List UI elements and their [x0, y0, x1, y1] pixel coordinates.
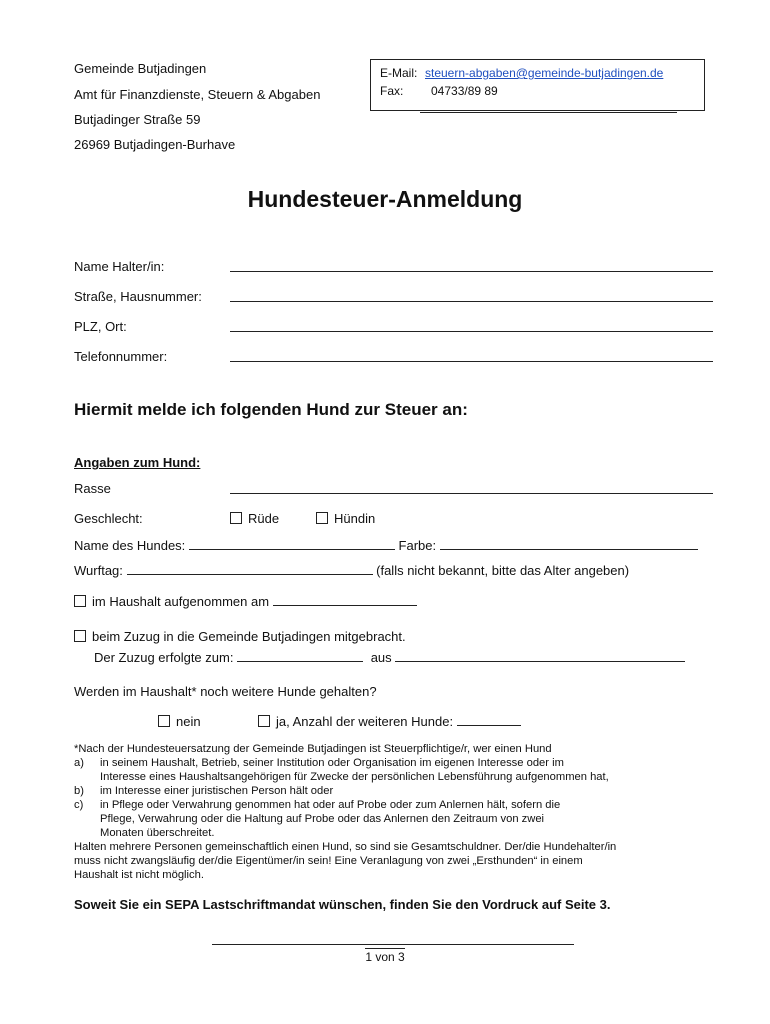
no-checkbox[interactable]: [158, 715, 170, 727]
moved-on-label: Der Zuzug erfolgte zum:: [94, 650, 234, 665]
footnote-intro: *Nach der Hundesteuersatzung der Gemeinde Butjadingen ist Steuerpflichtige/r, wer einen Hund: [74, 743, 552, 755]
male-label: Rüde: [248, 511, 280, 526]
dog-section-heading: Angaben zum Hund:: [74, 455, 201, 470]
moved-on-field[interactable]: [237, 650, 363, 662]
footnote-letter-c: c): [74, 799, 84, 811]
footnote-letter-b: b): [74, 785, 84, 797]
footnote-item-b: [74, 784, 714, 798]
owner-street-field[interactable]: [230, 301, 713, 302]
dog-name-field[interactable]: [189, 538, 395, 550]
moved-from-label: aus: [370, 650, 392, 665]
yes-checkbox[interactable]: [258, 715, 270, 727]
owner-name-field[interactable]: [230, 271, 713, 272]
moved-checkbox[interactable]: [74, 630, 86, 642]
female-checkbox[interactable]: [316, 512, 328, 524]
footnote-b-line1: im Interesse einer juristischen Person hält oder: [100, 785, 334, 797]
footnote-a-line1: in seinem Haushalt, Betrieb, seiner Institution oder Organisation im eigenen Interesse oder im: [100, 757, 564, 769]
footnote-closing-2: muss nicht zwangsläufig der/die Eigentümer/in sein! Eine Veranlagung von zwei „Ersthunden“ in einem: [74, 855, 583, 867]
footnote-item-a: [74, 756, 714, 770]
breed-field[interactable]: [230, 493, 713, 494]
footnote-a-line2: Interesse eines Haushaltsangehörigen für Zwecke der persönlichen Lebensführung aufgenommen hat,: [100, 771, 609, 783]
male-checkbox[interactable]: [230, 512, 242, 524]
sex-male-option[interactable]: [230, 511, 279, 526]
sender-city: 26969 Butjadingen-Burhave: [74, 137, 236, 152]
sender-name: Gemeinde Butjadingen: [74, 61, 207, 76]
litter-date-field[interactable]: [127, 563, 373, 575]
sepa-note: Soweit Sie ein SEPA Lastschriftmandat wünschen, finden Sie den Vordruck auf Seite 3.: [74, 897, 611, 912]
female-label: Hündin: [334, 511, 376, 526]
contact-box: [370, 59, 705, 111]
email-label: E-Mail:: [380, 66, 418, 80]
owner-phone-field[interactable]: [230, 361, 713, 362]
color-label: Farbe:: [398, 538, 437, 553]
fax-number: 04733/89 89: [431, 84, 498, 98]
owner-city-label: PLZ, Ort:: [74, 319, 127, 334]
moved-label: beim Zuzug in die Gemeinde Butjadingen mitgebracht.: [92, 629, 406, 644]
household-date-field[interactable]: [273, 594, 417, 606]
sender-department: Amt für Finanzdienste, Steuern & Abgaben: [74, 87, 321, 102]
email-link[interactable]: steuern-abgaben@gemeinde-butjadingen.de: [425, 66, 664, 80]
moved-from-field[interactable]: [395, 650, 685, 662]
litter-row: [74, 563, 629, 578]
household-checkbox[interactable]: [74, 595, 86, 607]
household-row: [74, 594, 417, 609]
no-label: nein: [176, 714, 201, 729]
breed-label: Rasse: [74, 481, 111, 496]
page-number-wrap: [0, 950, 770, 964]
footnote-closing-3: Haushalt ist nicht möglich.: [74, 869, 204, 881]
owner-phone-label: Telefonnummer:: [74, 349, 168, 364]
moved-row: [74, 629, 406, 644]
footnote-closing-1: Halten mehrere Personen gemeinschaftlich einen Hund, so sind sie Gesamtschuldner. Der/die Hundehalter/in: [74, 841, 617, 853]
footnote-c-line2: Pflege, Verwahrung oder die Haltung auf Probe oder das Anlernen den Zeitraum von zwei: [100, 813, 545, 825]
dog-name-row: [74, 538, 698, 553]
other-dogs-yes-option[interactable]: [258, 714, 521, 729]
owner-city-field[interactable]: [230, 331, 713, 332]
color-field[interactable]: [440, 538, 698, 550]
page-title: Hundesteuer-Anmeldung: [247, 186, 523, 212]
contact-box-underline: [420, 112, 677, 113]
footnote-letter-a: a): [74, 757, 84, 769]
sex-label: Geschlecht:: [74, 511, 143, 526]
other-dogs-question: Werden im Haushalt* noch weitere Hunde gehalten?: [74, 684, 377, 699]
owner-street-label: Straße, Hausnummer:: [74, 289, 202, 304]
footnote-c-line1: in Pflege oder Verwahrung genommen hat oder auf Probe oder zum Anlernen hält, sofern die: [100, 799, 561, 811]
sex-female-option[interactable]: [316, 511, 375, 526]
other-dogs-no-option[interactable]: [158, 714, 201, 729]
section-subtitle: Hiermit melde ich folgenden Hund zur Steuer an:: [74, 400, 468, 419]
owner-name-label: Name Halter/in:: [74, 259, 165, 274]
footnote-item-c: [74, 798, 714, 812]
yes-label: ja, Anzahl der weiteren Hunde:: [276, 714, 454, 729]
fax-label: Fax:: [380, 84, 404, 98]
footer-divider: [212, 944, 574, 945]
moved-details-row: [94, 650, 685, 665]
other-dogs-count-field[interactable]: [457, 714, 521, 726]
household-label: im Haushalt aufgenommen am: [92, 594, 270, 609]
dog-name-label: Name des Hundes:: [74, 538, 186, 553]
litter-label: Wurftag:: [74, 563, 123, 578]
sender-street: Butjadinger Straße 59: [74, 112, 201, 127]
page-number: 1 von 3: [365, 950, 405, 964]
litter-hint: (falls nicht bekannt, bitte das Alter angeben): [376, 563, 630, 578]
footnote-c-line3: Monaten überschreitet.: [100, 827, 215, 839]
